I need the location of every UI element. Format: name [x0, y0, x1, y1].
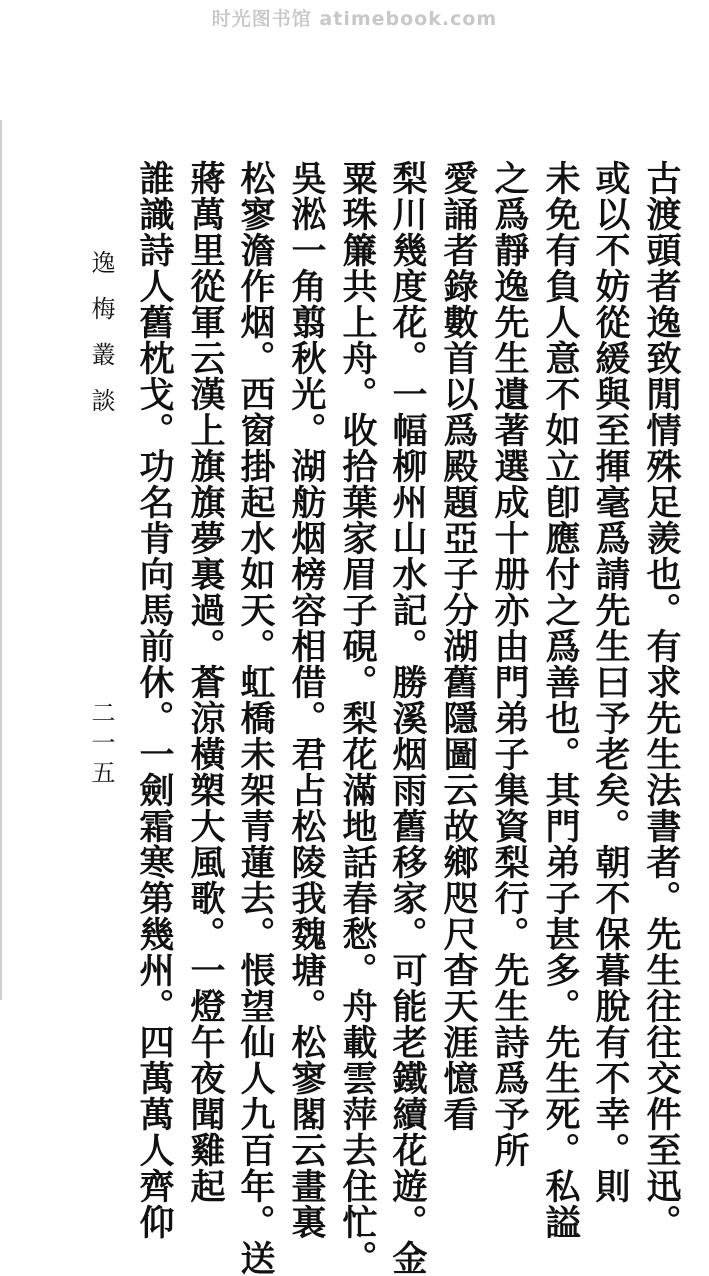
text-column-11: 誰識詩人舊枕戈。功名肯向馬前休。一劍霜寒第幾州。四萬萬人齊仰 — [134, 160, 175, 1240]
text-column-10: 蔣萬里從軍云漢上旗旗夢裏過。蒼涼橫槊大風歌。一燈午夜聞雞起 — [185, 160, 226, 1204]
text-column-1: 古渡頭者逸致閒情殊足羨也。有求先生法書者。先生往往交件至迅。 — [641, 160, 682, 1240]
text-column-7: 粟珠簾共上舟。收拾葉家眉子硯。梨花滿地話春愁。舟載雲萍去住忙。 — [337, 160, 378, 1276]
text-column-5: 愛誦者錄數首以爲殿題亞子分湖舊隱圖云故鄉咫尺杳天涯憶看 — [438, 160, 479, 1132]
text-column-2: 或以不妨從緩與至揮毫爲請先生曰予老矣。朝不保暮脫有不幸。則 — [590, 160, 631, 1204]
page-number: 二一五 — [87, 700, 115, 790]
watermark: 时光图书馆 atimebook.com — [211, 8, 498, 30]
text-column-9: 松寥澹作烟。西窗掛起水如天。虹橋未架青蓮去。悵望仙人九百年。送 — [235, 160, 276, 1276]
running-title: 逸梅叢談 — [87, 250, 115, 434]
text-column-8: 吳淞一角翦秋光。湖舫烟榜容相借。君占松陵我魏塘。松寥閣云畫裏 — [286, 160, 327, 1240]
text-column-3: 未免有負人意不如立卽應付之爲善也。其門弟子甚多。先生死。私謚 — [540, 160, 581, 1240]
text-column-6: 梨川幾度花。一幅柳州山水記。勝溪烟雨舊移家。可能老鐵續花遊。金 — [387, 160, 428, 1276]
page-edge-line — [0, 120, 2, 1000]
text-column-4: 之爲靜逸先生遺著選成十册亦由門弟子集資梨行。先生詩爲予所 — [489, 160, 530, 1168]
